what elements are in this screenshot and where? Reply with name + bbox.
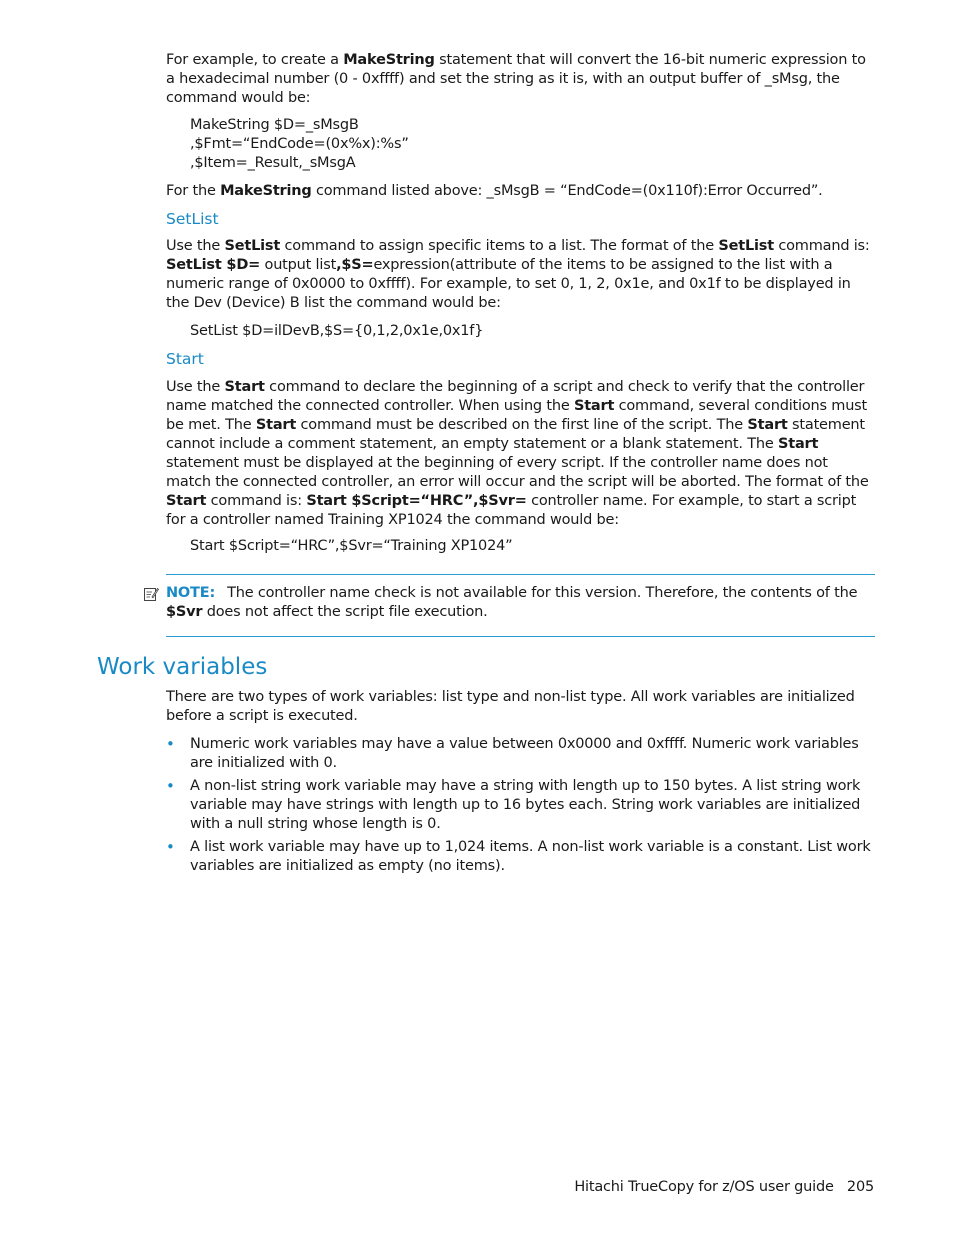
text-run: Use the bbox=[166, 379, 225, 395]
text-run: command is: bbox=[773, 238, 870, 254]
note-bottom-rule bbox=[166, 636, 875, 637]
text-run: command is: bbox=[206, 493, 307, 509]
makestring-example-paragraph bbox=[166, 51, 874, 108]
setlist-heading: SetList bbox=[166, 210, 219, 228]
bold-term: Start bbox=[747, 417, 788, 433]
work-variables-heading: Work variables bbox=[97, 654, 268, 680]
bold-term: SetList bbox=[718, 238, 774, 254]
text-run: command to assign specific items to a list. The format of the bbox=[280, 238, 719, 254]
text-run: controller name. For example, to start a script for a controller named Training XP1024 the command would be: bbox=[166, 493, 857, 528]
note-top-rule bbox=[166, 574, 875, 575]
bullet-marker: • bbox=[166, 735, 175, 753]
makestring-code-block bbox=[190, 116, 870, 173]
makestring-result-paragraph bbox=[166, 182, 874, 201]
setlist-paragraph bbox=[166, 237, 874, 313]
text-run: command to declare the beginning of a script and check to verify that the controller name matched the connected controller. When using the bbox=[166, 379, 865, 414]
list-item: A non-list string work variable may have a string with length up to 150 bytes. A list string work variable may have strings with length up to 16 bytes each. String work variables are initialized with a null string whose length is 0. bbox=[190, 778, 861, 832]
text-run: The controller name check is not available for this version. Therefore, the contents of the bbox=[227, 585, 858, 601]
bold-term: Start bbox=[255, 417, 297, 433]
bold-term: MakeString bbox=[343, 52, 435, 68]
footer-title: Hitachi TrueCopy for z/OS user guide bbox=[574, 1179, 834, 1195]
page-number: 205 bbox=[846, 1179, 874, 1195]
text-run: For example, to create a bbox=[166, 52, 344, 68]
note-label: NOTE: bbox=[166, 585, 216, 601]
code-line: ,$Fmt=“EndCode=(0x%x):%s” bbox=[190, 136, 409, 152]
bold-term: MakeString bbox=[220, 183, 312, 199]
start-paragraph bbox=[166, 378, 874, 530]
bold-term: Start bbox=[224, 379, 265, 395]
work-variables-intro: There are two types of work variables: list type and non-list type. All work variables are initialized before a script is executed. bbox=[166, 689, 855, 724]
text-run: statement must be displayed at the beginning of every script. If the controller name does not match the connected controller, an error will occur and the script will be aborted. The format of the bbox=[166, 455, 869, 490]
text-run: expression(attribute of the items to be assigned to the list with a numeric range of 0x0000 to 0xffff). For example, to set 0, 1, 2, 0x1e, and 0x1f to be displayed in the Dev (Device) B list the command would be: bbox=[166, 257, 851, 311]
list-item: A list work variable may have up to 1,024 items. A non-list work variable is a constant. List work variables are initialized as empty (no items). bbox=[190, 839, 871, 874]
list-item: Numeric work variables may have a value between 0x0000 and 0xffff. Numeric work variables are initialized with 0. bbox=[190, 736, 859, 771]
bold-term: Start bbox=[166, 493, 207, 509]
bullet-marker: • bbox=[166, 838, 175, 856]
bold-term: $Svr bbox=[166, 604, 203, 620]
setlist-code: SetList $D=ilDevB,$S={0,1,2,0x1e,0x1f} bbox=[190, 323, 484, 339]
page-footer bbox=[574, 1178, 874, 1197]
text-run: output list bbox=[260, 257, 337, 273]
bold-term: SetList $D= bbox=[166, 257, 261, 273]
bold-term: SetList bbox=[224, 238, 281, 254]
text-run: does not affect the script file execution. bbox=[202, 604, 488, 620]
bold-term: Start $Script=“HRC”,$Svr= bbox=[306, 493, 527, 509]
text-run: command, several conditions must be met. The bbox=[166, 398, 868, 433]
text-run: statement cannot include a comment statement, an empty statement or a blank statement. The bbox=[166, 417, 865, 452]
text-run: Use the bbox=[166, 238, 225, 254]
code-line: ,$Item=_Result,_sMsgA bbox=[190, 155, 356, 171]
bullet-marker: • bbox=[166, 777, 175, 795]
start-code: Start $Script=“HRC”,$Svr=“Training XP1024” bbox=[190, 538, 513, 554]
text-run: statement that will convert the 16-bit numeric expression to a hexadecimal number (0 - 0xffff) and set the string as it is, with an output buffer of _sMsg, the command would be: bbox=[166, 52, 866, 106]
note-box bbox=[166, 584, 874, 622]
bold-term: Start bbox=[777, 436, 819, 452]
bold-term: Start bbox=[573, 398, 615, 414]
text-run: command listed above: _sMsgB = “EndCode=(0x110f):Error Occurred”. bbox=[311, 183, 823, 199]
start-heading: Start bbox=[166, 350, 204, 368]
text-run: For the bbox=[166, 183, 221, 199]
code-line: MakeString $D=_sMsgB bbox=[190, 117, 359, 133]
bold-term: ,$S= bbox=[336, 257, 374, 273]
text-run: command must be described on the first line of the script. The bbox=[296, 417, 748, 433]
note-pencil-icon bbox=[143, 586, 159, 602]
